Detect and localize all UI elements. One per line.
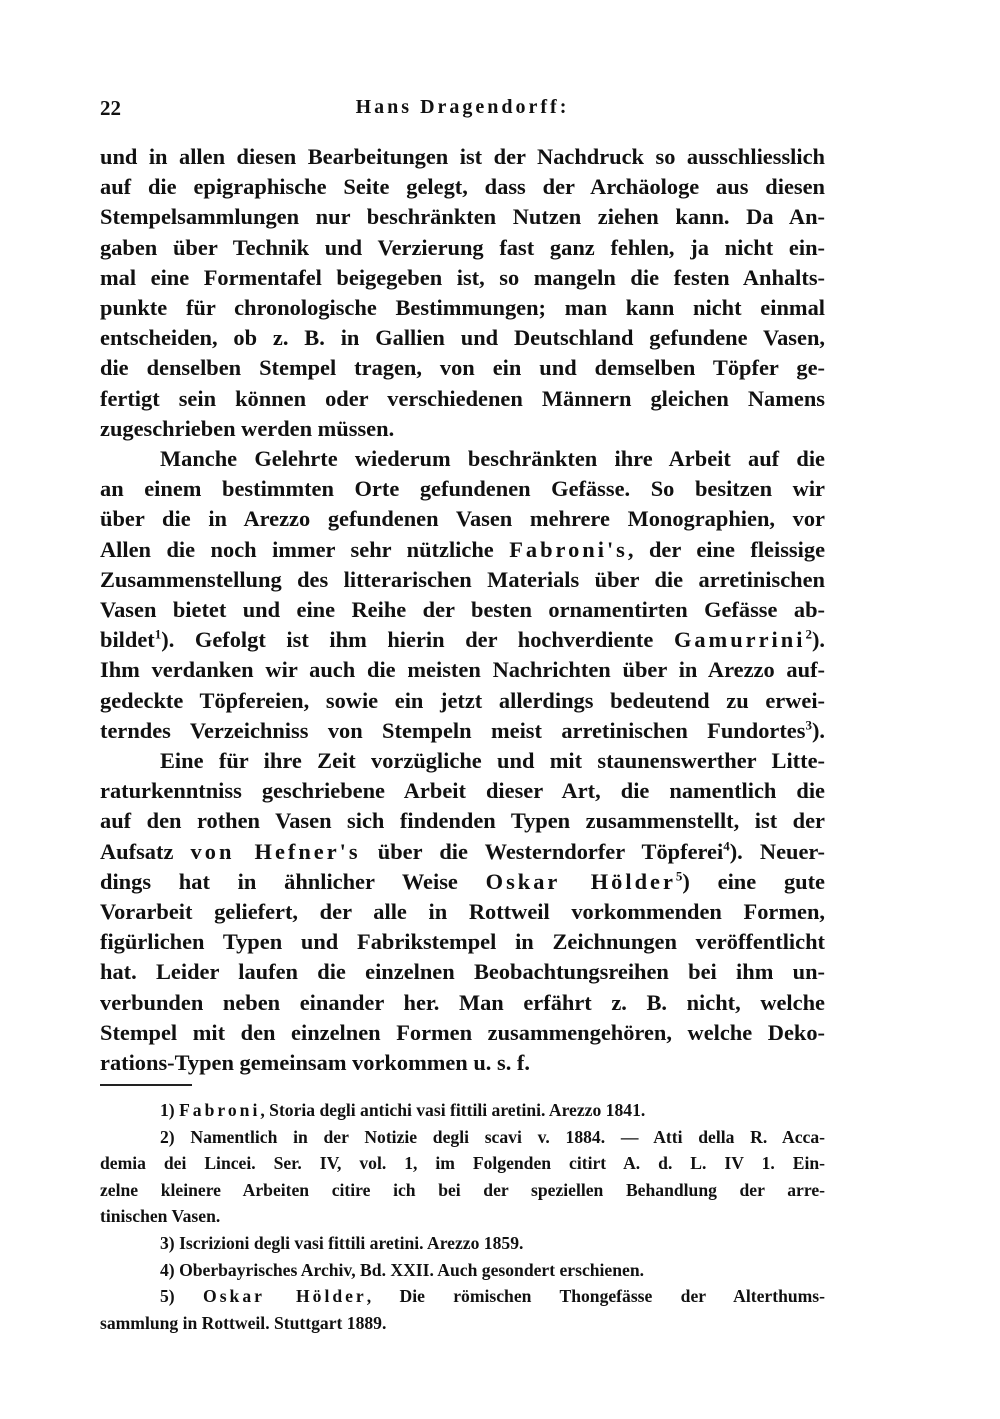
- text-segment: terndes Verzeichniss von Stempeln meist arretinischen Fundortes: [100, 717, 806, 743]
- page-number: 22: [100, 96, 121, 120]
- text-segment: ). Neuer-: [729, 838, 825, 864]
- text-line: Stempelsammlungen nur beschränkten Nutzen ziehen kann. Da An-: [100, 204, 825, 230]
- text-line: zugeschrieben werden müssen.: [100, 415, 395, 441]
- paragraph-start-line: Eine für ihre Zeit vorzügliche und mit staunenswerther Litte-: [160, 748, 825, 774]
- footnote-number: 1): [160, 1100, 175, 1120]
- text-line: figürlichen Typen und Fabrikstempel in Zeichnungen veröffentlicht: [100, 929, 825, 955]
- footnote-text: Iscrizioni degli vasi fittili aretini. Arezzo 1859.: [179, 1232, 524, 1253]
- text-line: Ihm verdanken wir auch die meisten Nachrichten über in Arezzo auf-: [100, 657, 825, 683]
- text-segment: über die Westerndorfer Töpferei: [377, 838, 724, 864]
- page-header: [100, 96, 825, 126]
- text-line: [100, 535, 825, 565]
- footnote-number: 5): [160, 1286, 175, 1307]
- text-line: [100, 716, 825, 746]
- text-line: fertigt sein können oder verschiedenen Männern gleichen Namens: [100, 385, 825, 411]
- body-text: [100, 142, 825, 1078]
- footnotes: [100, 1097, 825, 1336]
- text-segment: ).: [811, 717, 825, 743]
- text-line: rations-Typen gemeinsam vorkommen u. s. f.: [100, 1050, 530, 1076]
- footnote-3: [100, 1230, 825, 1257]
- text-line: hat. Leider laufen die einzelnen Beobachtungsreihen bei ihm un-: [100, 959, 825, 985]
- text-line: [100, 867, 825, 897]
- text-line: [100, 625, 825, 655]
- footnote-ref-1: 1: [154, 626, 162, 642]
- footnote-1: [100, 1097, 825, 1124]
- text-line: an einem bestimmten Orte gefundenen Gefässe. So besitzen wir: [100, 476, 825, 502]
- text-line: gedeckte Töpfereien, sowie ein jetzt allerdings bedeutend zu erwei-: [100, 687, 825, 713]
- text-line: über die in Arezzo gefundenen Vasen mehrere Monographien, vor: [100, 506, 825, 532]
- text-segment: dings hat in ähnlicher Weise: [100, 868, 458, 894]
- footnote-author: Oskar Hölder: [203, 1286, 367, 1307]
- footnote-text: Oberbayrisches Archiv, Bd. XXII. Auch gesondert erschienen.: [179, 1259, 645, 1280]
- footnote-number: 3): [160, 1232, 175, 1253]
- footnote-2-line: demia dei Lincei. Ser. IV, vol. 1, im Folgenden citirt A. d. L. IV 1. Ein-: [100, 1153, 825, 1174]
- text-line: die denselben Stempel tragen, von ein und demselben Töpfer ge-: [100, 355, 825, 381]
- footnote-ref-5: 5: [675, 868, 683, 884]
- footnote-text: , Storia degli antichi vasi fittili aretini. Arezzo 1841.: [260, 1100, 646, 1120]
- footnote-number: 2): [160, 1126, 175, 1147]
- footnote-2-line: tinischen Vasen.: [100, 1206, 221, 1227]
- text-line: Stempel mit den einzelnen Formen zusammengehören, welche Deko-: [100, 1019, 825, 1045]
- text-segment: Allen die noch immer sehr nützliche: [100, 536, 494, 562]
- text-segment: Aufsatz: [100, 838, 174, 864]
- text-segment: bildet: [100, 627, 155, 653]
- running-title: Hans Dragendorff:: [355, 96, 570, 118]
- text-segment: , der eine fleissige: [627, 536, 826, 562]
- text-line: punkte für chronologische Bestimmungen; man kann nicht einmal: [100, 295, 825, 321]
- author-name-hoelder: Oskar Hölder: [485, 868, 676, 894]
- author-name-gamurrini: Gamurrini: [673, 627, 806, 653]
- text-line: auf den rothen Vasen sich findenden Typen zusammenstellt, ist der: [100, 808, 825, 834]
- footnote-ref-3: 3: [805, 717, 812, 733]
- author-name-fabroni: Fabroni's: [509, 536, 628, 562]
- footnote-author: Fabroni: [179, 1100, 261, 1120]
- footnote-ref-4: 4: [723, 838, 730, 854]
- footnote-5-line: sammlung in Rottweil. Stuttgart 1889.: [100, 1312, 387, 1333]
- text-line: und in allen diesen Bearbeitungen ist der Nachdruck so ausschliesslich: [100, 144, 825, 169]
- footnote-text: Namentlich in der Notizie degli scavi v. 1884. — Atti della R. Acca-: [190, 1126, 825, 1147]
- author-name-hefner: von Hefner's: [190, 838, 361, 864]
- text-line: mal eine Formentafel beigegeben ist, so mangeln die festen Anhalts-: [100, 264, 825, 290]
- text-line: Vasen bietet und eine Reihe der besten ornamentirten Gefässe ab-: [100, 597, 825, 623]
- text-line: raturkenntniss geschriebene Arbeit dieser Art, die namentlich die: [100, 778, 825, 804]
- text-line: auf die epigraphische Seite gelegt, dass der Archäologe aus diesen: [100, 174, 825, 200]
- text-line: Vorarbeit geliefert, der alle in Rottweil vorkommenden Formen,: [100, 899, 825, 925]
- text-segment: ). Gefolgt ist ihm hierin der hochverdiente: [161, 627, 654, 653]
- text-line: gaben über Technik und Verzierung fast ganz fehlen, ja nicht ein-: [100, 234, 825, 260]
- text-line: entscheiden, ob z. B. in Gallien und Deutschland gefundene Vasen,: [100, 325, 825, 351]
- footnote-2-line: zelne kleinere Arbeiten citire ich bei der speziellen Behandlung der arre-: [100, 1179, 825, 1200]
- footnote-4: [100, 1257, 825, 1284]
- text-line: [100, 837, 825, 867]
- footnote-number: 4): [160, 1259, 175, 1280]
- text-segment: ).: [811, 627, 825, 653]
- footnote-divider: [100, 1084, 192, 1086]
- paragraph-start-line: Manche Gelehrte wiederum beschränkten ihre Arbeit auf die: [160, 446, 825, 472]
- footnote-2: [100, 1124, 825, 1151]
- text-segment: ) eine gute: [682, 868, 825, 894]
- footnote-text: , Die römischen Thongefässe der Alterthums-: [366, 1286, 826, 1307]
- footnote-5: [100, 1283, 825, 1310]
- text-line: Zusammenstellung des litterarischen Materials über die arretinischen: [100, 566, 825, 592]
- text-line: verbunden neben einander her. Man erfährt z. B. nicht, welche: [100, 989, 825, 1015]
- footnote-ref-2: 2: [805, 626, 812, 642]
